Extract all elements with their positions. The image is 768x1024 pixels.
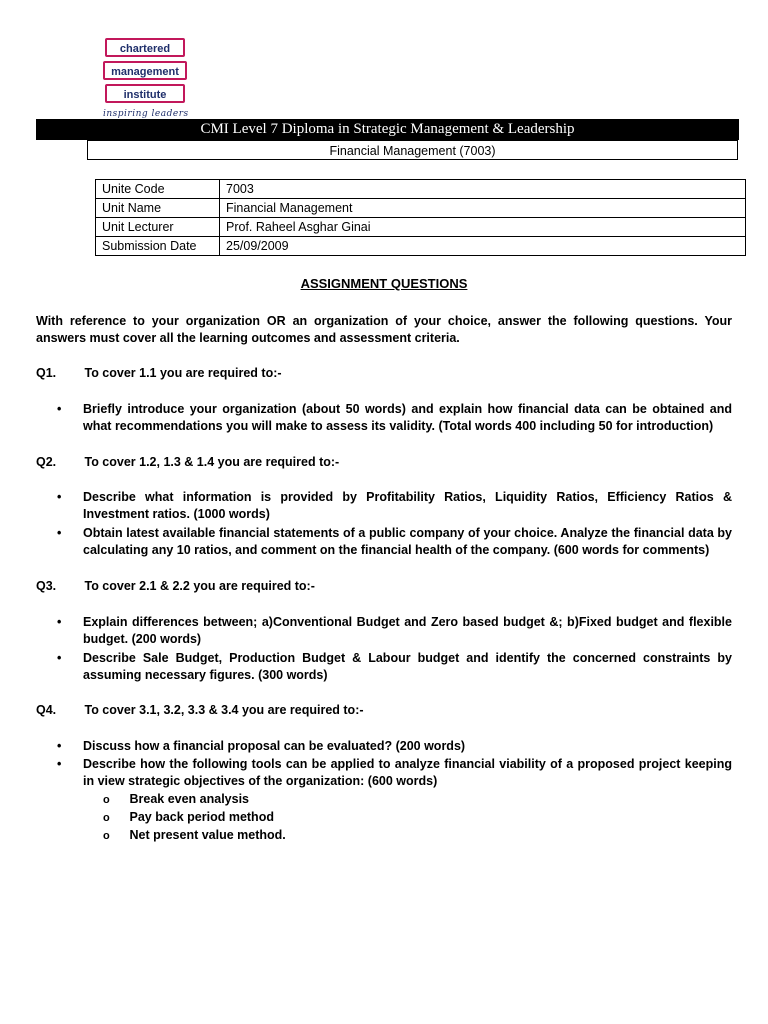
list-item (57, 756, 732, 790)
bullet-text: Obtain latest available financial statements of a public company of your choice. Analyze the financial data by calculating any 10 ratios, and comment on the financial health of the company. (600 words for comments) (83, 526, 732, 557)
sub-item-text: Break even analysis (129, 792, 250, 806)
document-subtitle: Financial Management (7003) (87, 140, 738, 160)
bullet-icon: • (57, 757, 62, 771)
info-key: Unit Name (96, 199, 220, 218)
table-row (96, 218, 746, 237)
bullet-icon: • (57, 526, 62, 540)
question-text: To cover 1.1 you are required to:- (84, 366, 282, 380)
info-key: Unit Lecturer (96, 218, 220, 237)
list-item (57, 650, 732, 684)
info-value: 7003 (220, 180, 746, 199)
list-item (57, 738, 732, 755)
unit-info-table (95, 179, 746, 256)
question-number: Q2. (36, 455, 57, 469)
sub-item-text: Net present value method. (129, 828, 286, 842)
question-2 (36, 454, 339, 471)
table-row (96, 180, 746, 199)
question-number: Q3. (36, 579, 57, 593)
question-number: Q1. (36, 366, 57, 380)
sub-list-item (103, 827, 286, 845)
bullet-icon: • (57, 651, 62, 665)
bullet-icon: • (57, 615, 62, 629)
question-4 (36, 702, 364, 719)
bullet-text: Describe how the following tools can be applied to analyze financial viability of a proposed project keeping in view strategic objectives of the organization: (600 words) (83, 757, 732, 788)
list-item (57, 525, 732, 559)
bullet-text: Describe what information is provided by Profitability Ratios, Liquidity Ratios, Efficiency Ratios & Investment ratios. (1000 words) (83, 490, 732, 521)
sub-bullet-icon: o (103, 830, 110, 842)
bullet-icon: • (57, 739, 62, 753)
question-3 (36, 578, 315, 595)
logo-tagline: inspiring leaders (103, 109, 189, 119)
logo-line-2: management (103, 61, 187, 80)
list-item (57, 489, 732, 523)
bullet-icon: • (57, 402, 62, 416)
question-1 (36, 365, 282, 382)
sub-bullet-icon: o (103, 794, 110, 806)
bullet-text: Discuss how a financial proposal can be evaluated? (200 words) (83, 739, 466, 753)
bullet-text: Explain differences between; a)Conventional Budget and Zero based budget &; b)Fixed budget and flexible budget. (200 words) (83, 615, 732, 646)
info-value: Prof. Raheel Asghar Ginai (220, 218, 746, 237)
info-key: Unite Code (96, 180, 220, 199)
sub-list-item (103, 809, 274, 827)
sub-bullet-icon: o (103, 812, 110, 824)
info-value: Financial Management (220, 199, 746, 218)
intro-paragraph: With reference to your organization OR an organization of your choice, answer the following questions. Your answers must cover all the learning outcomes and assessment criteria. (36, 314, 732, 345)
question-text: To cover 3.1, 3.2, 3.3 & 3.4 you are required to:- (84, 703, 364, 717)
list-item (57, 614, 732, 648)
question-text: To cover 1.2, 1.3 & 1.4 you are required to:- (84, 455, 340, 469)
sub-item-text: Pay back period method (129, 810, 274, 824)
bullet-text: Briefly introduce your organization (about 50 words) and explain how financial data can be obtained and what recommendations you will make to assess its validity. (Total words 400 including 50 for introduction) (83, 402, 732, 433)
section-heading: ASSIGNMENT QUESTIONS (300, 276, 468, 291)
info-key: Submission Date (96, 237, 220, 256)
document-title: CMI Level 7 Diploma in Strategic Management & Leadership (36, 119, 739, 140)
logo-line-1: chartered (105, 38, 185, 57)
logo-line-3: institute (105, 84, 185, 103)
info-value: 25/09/2009 (220, 237, 746, 256)
cmi-logo (100, 36, 200, 122)
list-item (57, 401, 732, 435)
table-row (96, 199, 746, 218)
sub-list-item (103, 791, 249, 809)
bullet-text: Describe Sale Budget, Production Budget & Labour budget and identify the concerned constraints by assuming necessary figures. (300 words) (83, 651, 732, 682)
bullet-icon: • (57, 490, 62, 504)
table-row (96, 237, 746, 256)
question-number: Q4. (36, 703, 57, 717)
question-text: To cover 2.1 & 2.2 you are required to:- (84, 579, 315, 593)
